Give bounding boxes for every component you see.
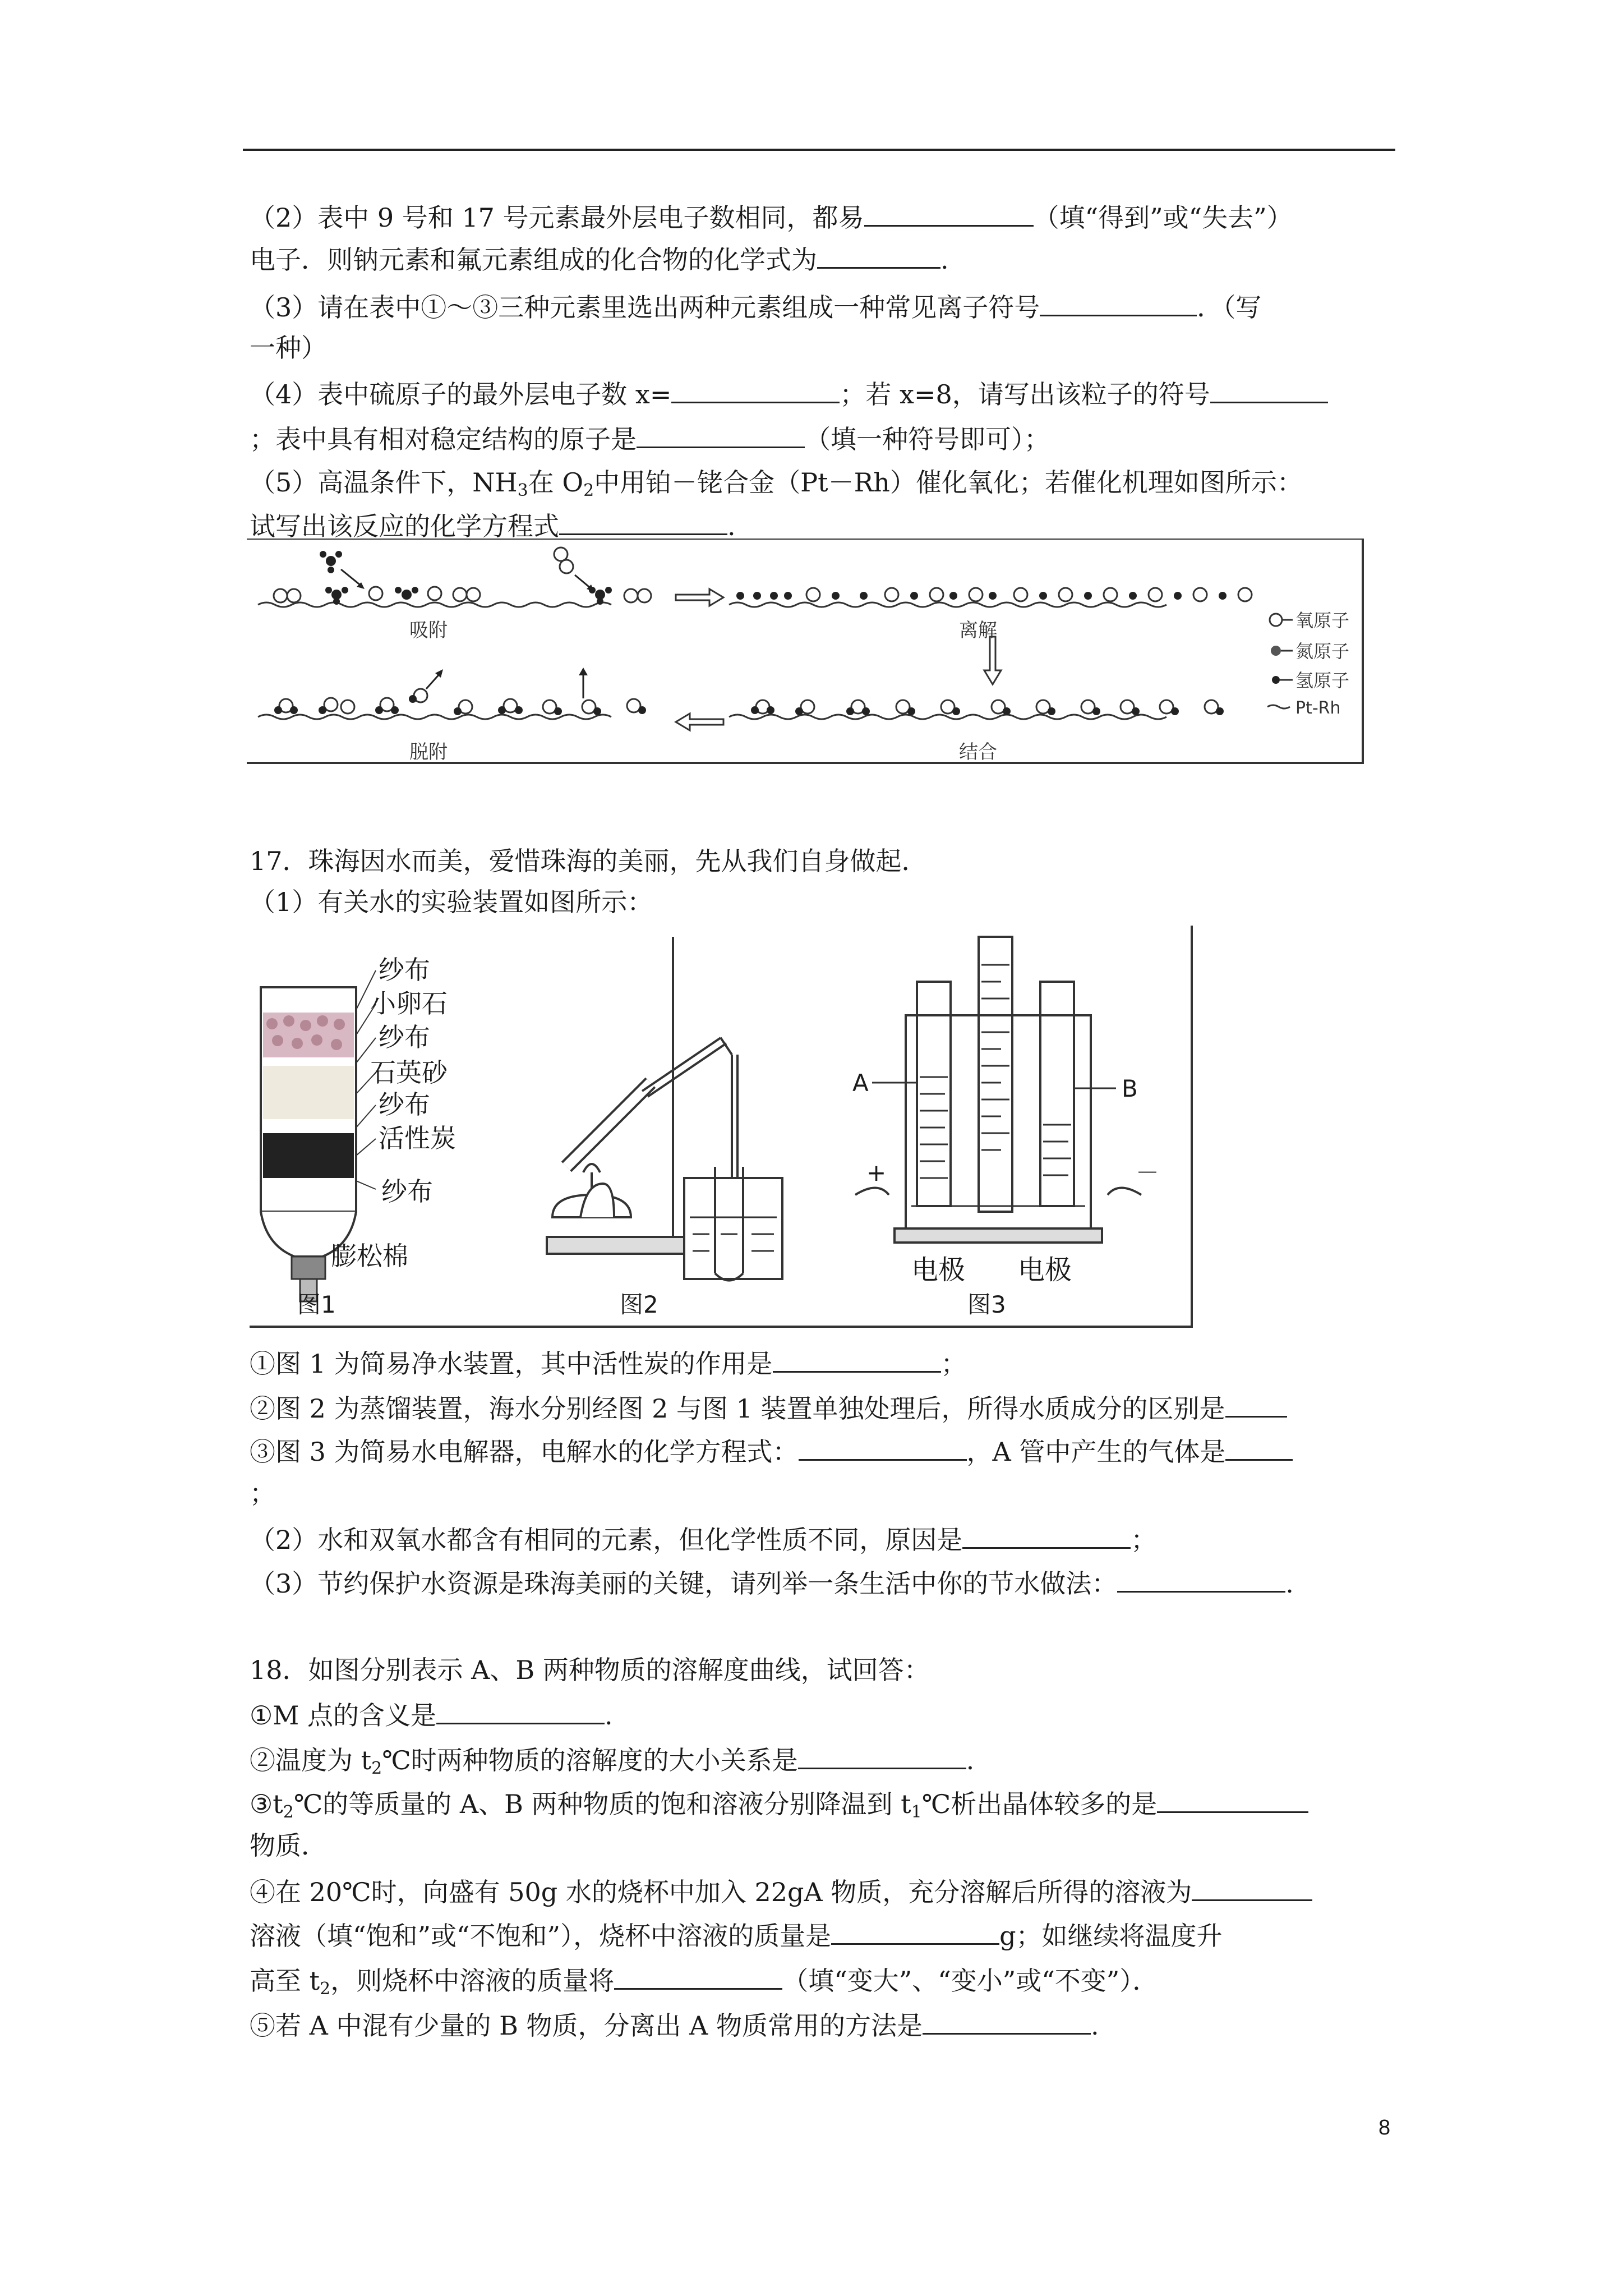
q17-sub1: ①图 1 为简易净水装置，其中活性炭的作用是 ； [250, 1345, 967, 1381]
answer-blank[interactable] [671, 376, 840, 403]
q18-sub4-line3: 高至 $t_2$，则烧杯中溶液的质量将 （填“变大”、“变小”或“不变”）． [250, 1962, 1158, 2006]
q18-sub3-line1: $③t_2℃$的等质量的 A、B 两种物质的饱和溶液分别降温到 $t_1℃$析出晶体较多的是 [250, 1786, 1308, 1829]
answer-blank[interactable] [831, 1917, 999, 1945]
catalysis-mechanism-figure [247, 539, 1368, 766]
catalyst-surface-bottom-left [258, 715, 611, 719]
answer-blank[interactable] [1040, 289, 1197, 316]
q18-sub1: ①M 点的含义是 . [250, 1697, 613, 1732]
filter-label-gauze-4: 纱布 [381, 1176, 433, 1207]
page-number: 8 [1378, 2116, 1391, 2139]
tube-a-label: A [852, 1069, 869, 1097]
filter-label-activated-carbon: 活性炭 [379, 1123, 456, 1153]
caption-fig1: 图1 [297, 1291, 336, 1318]
answer-blank[interactable] [962, 1521, 1131, 1549]
label-desorb: 脱附 [409, 741, 448, 763]
answer-blank[interactable] [864, 199, 1034, 227]
filter-label-pebbles: 小卵石 [370, 988, 448, 1019]
caption-fig3: 图3 [967, 1291, 1006, 1318]
q17-sub3-end: ； [250, 1478, 275, 1508]
header-rule [243, 149, 1395, 151]
electrode-right-label: 电极 [1018, 1254, 1072, 1286]
q16-part2-line2: 电子．则钠元素和氟元素组成的化合物的化学式为 . [250, 241, 949, 277]
q17-part3: （3）节约保护水资源是珠海美丽的关键，请列举一条生活中你的节水做法： . [250, 1565, 1294, 1600]
arrow-down [984, 637, 1001, 684]
distillation-apparatus [547, 937, 782, 1281]
answer-blank[interactable] [799, 1433, 967, 1461]
electrolysis-apparatus [855, 937, 1141, 1243]
filter-label-gauze-3: 纱布 [379, 1089, 430, 1120]
q17-part2: （2）水和双氧水都含有相同的元素，但化学性质不同，原因是 ； [250, 1521, 1156, 1557]
q18-sub3-line2: 物质． [250, 1830, 327, 1861]
positive-sign: + [866, 1159, 887, 1186]
q16-part3-line1: （3）请在表中①～③三种元素里选出两种元素组成一种常见离子符号 ．（写 [250, 289, 1261, 324]
answer-blank[interactable] [436, 1697, 605, 1724]
q17-part1: （1）有关水的实验装置如图所示： [250, 887, 653, 917]
q18-sub5: ⑤若 A 中混有少量的 B 物质，分离出 A 物质常用的方法是 . [250, 2007, 1099, 2042]
q16-part4-line2: ；表中具有相对稳定结构的原子是 （填一种符号即可）； [250, 421, 1050, 456]
answer-blank[interactable] [1210, 376, 1328, 403]
answer-blank[interactable] [1192, 1874, 1312, 1901]
catalyst-surface-top-left [258, 602, 611, 607]
answer-blank[interactable] [817, 241, 940, 269]
answer-blank[interactable] [1225, 1433, 1293, 1461]
q18-sub4-line2: 溶液（填“饱和”或“不饱和”），烧杯中溶液的质量是 g；如继续将温度升 [250, 1917, 1223, 1953]
answer-blank[interactable] [923, 2007, 1091, 2035]
q17-sub3: ③图 3 为简易水电解器，电解水的化学方程式： ，A 管中产生的气体是 [250, 1433, 1293, 1469]
electrode-left-label: 电极 [911, 1254, 966, 1286]
water-experiments-figure [250, 926, 1197, 1329]
figure-frame [247, 539, 1363, 763]
answer-blank[interactable] [798, 1742, 966, 1769]
answer-blank[interactable] [1157, 1786, 1308, 1813]
q18-title: 18．如图分别表示 A、B 两种物质的溶解度曲线，试回答： [250, 1655, 930, 1685]
filter-label-gauze-1: 纱布 [379, 955, 430, 985]
filter-label-cotton: 膨松棉 [331, 1241, 408, 1271]
q16-part5-line2: 试写出该反应的化学方程式 . [250, 508, 736, 543]
arrow-left [676, 714, 723, 730]
svg-text:氢原子: 氢原子 [1295, 670, 1350, 691]
q18-sub4-line1: ④在 20℃时，向盛有 50g 水的烧杯中加入 22gA 物质，充分溶解后所得的溶液为 [250, 1874, 1312, 1909]
svg-text:氮原子: 氮原子 [1295, 641, 1350, 662]
negative-sign: － [1136, 1159, 1160, 1186]
answer-blank[interactable] [637, 421, 805, 448]
q16-part5-line1: （5）高温条件下，$NH_3$在 $O_2$中用铂－铑合金（Pt－Rh）催化氧化；若催化机理如图所示： [250, 467, 1303, 500]
q16-part4-line1: （4）表中硫原子的最外层电子数 x= ；若 x=8，请写出该粒子的符号 [250, 376, 1328, 411]
answer-blank[interactable] [773, 1345, 941, 1373]
q16-part2-line1: （2）表中 9 号和 17 号元素最外层电子数相同，都易 （填“得到”或“失去”） [250, 199, 1293, 234]
catalyst-surface-top-right [729, 602, 1166, 607]
answer-blank[interactable] [1225, 1390, 1287, 1418]
filter-label-gauze-2: 纱布 [379, 1022, 430, 1052]
answer-blank[interactable] [559, 508, 727, 535]
q17-sub2: ②图 2 为蒸馏装置，海水分别经图 2 与图 1 装置单独处理后，所得水质成分的区别是 [250, 1390, 1287, 1425]
label-adsorb: 吸附 [409, 619, 448, 642]
legend [1267, 610, 1349, 718]
svg-text:Pt-Rh: Pt-Rh [1295, 698, 1341, 718]
label-dissociate: 离解 [959, 619, 997, 642]
label-combine: 结合 [959, 741, 997, 763]
tube-b-label: B [1122, 1075, 1138, 1102]
arrow-right [676, 589, 723, 606]
caption-fig2: 图2 [620, 1291, 658, 1318]
q18-sub2: ②温度为 $t_2℃$时两种物质的溶解度的大小关系是 . [250, 1742, 974, 1786]
answer-blank[interactable] [614, 1962, 782, 1990]
q16-part3-line2: 一种） [250, 333, 327, 363]
filter-label-quartz-sand: 石英砂 [370, 1057, 448, 1088]
svg-text:氧原子: 氧原子 [1295, 610, 1350, 631]
answer-blank[interactable] [1117, 1565, 1285, 1593]
q17-title: 17．珠海因水而美，爱惜珠海的美丽，先从我们自身做起． [250, 846, 928, 876]
catalyst-surface-bottom-right [729, 715, 1166, 719]
